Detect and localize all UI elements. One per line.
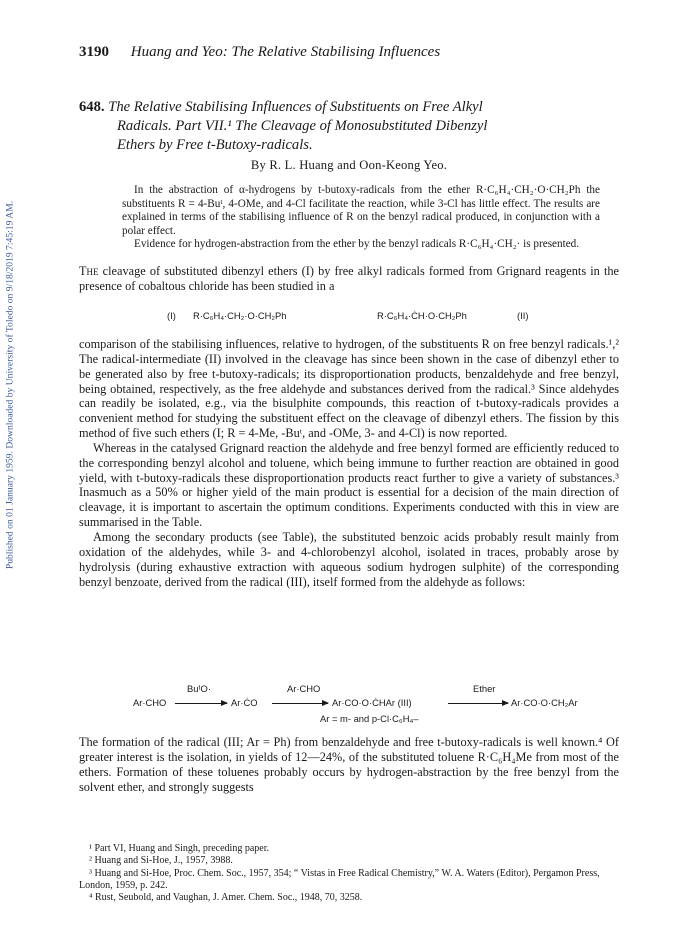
scheme-species-3: Ar·CO·O·ĊHAr (III) — [332, 697, 412, 708]
scheme-arrow-3 — [448, 703, 508, 704]
body-paragraph-1: comparison of the stabilising influences, relative to hydrogen, of the substituents R on free benzyl radicals.¹,² The radical-intermediate (II) involved in the cleavage has since been shown in the case of dibenzyl ether to be generated also by free t-butoxy-radicals; its disproportionation products, benzaldehyde and free benzyl, being obtained, respectively, as the free aldehyde and substances derived from the radical.³ Since aldehydes can readily be isolated, e.g., via the bisulphite compounds, this reaction of t-butoxy-radicals provides a convenient method for studying the substituent effect on the cleavage of dibenzyl ethers. The fission by this method of five such ethers (I; R = 4-Me, -Buᵗ, and -OMe, 3- and 4-Cl) is now reported. — [79, 337, 619, 441]
scheme-reagent-1: BuᵗO· — [187, 683, 211, 694]
intro-first-word: The — [79, 264, 99, 278]
download-watermark — [2, 150, 18, 620]
running-title: Huang and Yeo: The Relative Stabilising Influences — [130, 44, 441, 60]
formula-I-label: (I) — [167, 310, 176, 321]
closing-paragraph — [79, 735, 619, 794]
article-number: 648. — [79, 99, 105, 115]
title-line-2: Radicals. Part VII.¹ The Cleavage of Monosubstituted Dibenzyl — [117, 118, 488, 134]
scheme-reagent-3: Ether — [473, 683, 496, 694]
abstract-paragraph-2: Evidence for hydrogen-abstraction from the ether by the benzyl radicals R·C₆H₄·CH₂· is presented. — [134, 238, 580, 251]
intro-paragraph — [79, 264, 619, 294]
formula-II-label: (II) — [517, 310, 529, 321]
article-title — [79, 98, 619, 155]
footnote-3: ³ Huang and Si-Hoe, Proc. Chem. Soc., 1957, 354; “ Vistas in Free Radical Chemistry,” W. A. Waters (Editor), Pergamon Press, London, 1959, p. 242. — [79, 867, 600, 891]
formula-row — [79, 310, 619, 324]
abstract-paragraph-1: In the abstraction of α-hydrogens by t-butoxy-radicals from the ether R·C₆H₄·CH₂·O·CH₂Ph the substituents R = 4-Buᵗ, 4-OMe, and 4-Cl facilitate the reaction, while 3-Cl has little effect. The results are explained in terms of the stabilising influence of R on the benzyl radical produced, in conjunction with a polar effect. — [122, 184, 600, 237]
formula-I: R·C₆H₄·CH₂·O·CH₂Ph — [193, 310, 287, 321]
author-line: By R. L. Huang and Oon-Keong Yeo. — [250, 158, 448, 172]
footnote-4: ⁴ Rust, Seubold, and Vaughan, J. Amer. Chem. Soc., 1948, 70, 3258. — [89, 892, 363, 904]
body-paragraph-4: The formation of the radical (III; Ar = Ph) from benzaldehyde and free t-butoxy-radicals is well known.⁴ Of greater interest is the isolation, in yields of 12—24%, of the substituted toluene R·C₆H₄Me from most of the ethers. Formation of these toluenes probably occurs by hydrogen-abstraction by the free benzyl from the solvent ether, and strongly suggests — [79, 735, 619, 794]
abstract — [122, 184, 600, 252]
scheme-species-2: Ar·ĊO — [231, 697, 258, 708]
title-line-1: The Relative Stabilising Influences of Substituents on Free Alkyl — [108, 99, 483, 115]
scheme-arrow-1 — [175, 703, 227, 704]
scheme-species-4: Ar·CO·O·CH₂Ar — [511, 697, 578, 708]
page-number: 3190 — [79, 44, 109, 60]
intro-text: cleavage of substituted dibenzyl ethers (I) by free alkyl radicals formed from Grignard reagents in the presence of cobaltous chloride has been studied in a — [79, 264, 619, 293]
main-text — [79, 337, 619, 589]
body-paragraph-2: Whereas in the catalysed Grignard reaction the aldehyde and free benzyl formed are efficiently reduced to the corresponding benzyl alcohol and toluene, which being immune to further reaction are obtained in good yield, with t-butoxy-radicals these disproportionation products react further to give a variety of substances.³ Inasmuch as a 50% or higher yield of the main product is essential for a decision of the main direction of cleavage, it is important to ascertain the optimum conditions. Experiments conducted with this in view are summarised in the Table. — [79, 440, 619, 530]
footnote-2: ² Huang and Si-Hoe, J., 1957, 3988. — [89, 855, 233, 867]
running-header — [79, 44, 619, 61]
download-watermark-text: Published on 01 January 1959. Downloaded by University of Toledo on 9/18/2019 7:45:19 AM. — [4, 200, 16, 570]
body-paragraph-3: Among the secondary products (see Table), the substituted benzoic acids probably result mainly from oxidation of the aldehydes, while 3- and 4-chlorobenzyl alcohol, isolated in traces, probably arose by hydrolysis (during exhaustive extraction with aqueous sodium hydrogen sulphite) of the corresponding benzyl benzoate, derived from the radical (III), itself formed from the aldehyde as follows: — [79, 529, 619, 589]
scheme-note: Ar = m- and p-Cl·C₆H₄– — [320, 713, 419, 724]
scheme-reagent-2: Ar·CHO — [287, 683, 321, 694]
footnote-1: ¹ Part VI, Huang and Singh, preceding paper. — [89, 843, 269, 854]
formula-II: R·C₆H₄·ĊH·O·CH₂Ph — [377, 310, 467, 321]
scheme-species-1: Ar·CHO — [133, 697, 167, 708]
footnotes — [79, 843, 619, 904]
title-line-3: Ethers by Free t-Butoxy-radicals. — [117, 137, 313, 153]
scheme-arrow-2 — [272, 703, 328, 704]
